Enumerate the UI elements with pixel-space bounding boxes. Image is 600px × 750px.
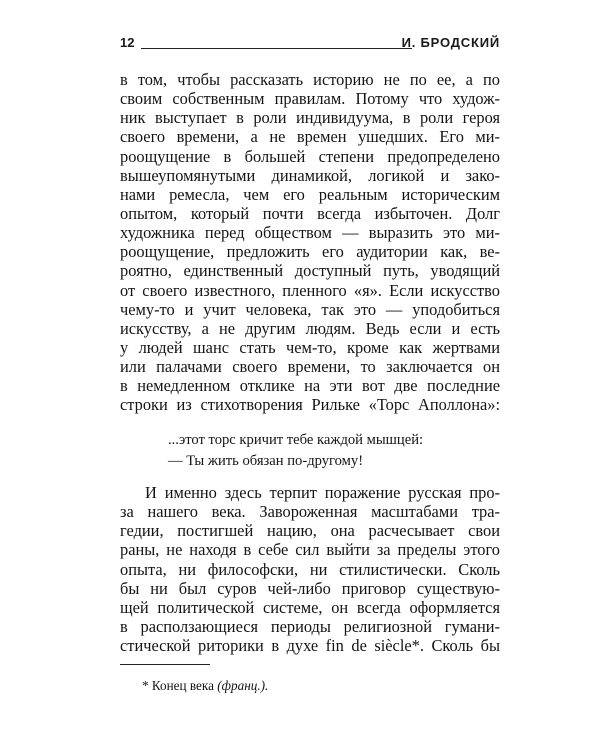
text-line: опыта, ни философски, ни стилистически. Сколь	[120, 559, 500, 579]
text-line: вышеупомянутыми динамикой, логикой и зако-	[120, 165, 500, 185]
text-line: щей политической системе, он всегда оформляется	[120, 597, 500, 617]
footnote-rule	[120, 664, 210, 665]
footnote-italic-text: (франц.).	[217, 678, 269, 693]
footnote-text: * Конец века	[142, 678, 218, 693]
text-line: стической риторики в духе fin de siècle*. Сколь бы	[120, 636, 500, 656]
text-line: строки из стихотворения Рильке «Торс Аполлона»:	[120, 395, 500, 415]
text-line: за нашего века. Завороженная масштабами тра-	[120, 502, 500, 522]
text-line: чему-то и учит человека, так это — уподобиться	[120, 299, 500, 319]
text-line: роощущение в большей степени предопределено	[120, 146, 500, 166]
running-title: И. БРОДСКИЙ	[401, 35, 500, 50]
text-line: бы ни был суров чей-либо приговор существую-	[120, 578, 500, 598]
page-number: 12	[120, 35, 135, 50]
text-line: своим собственным правилам. Потому что худож-	[120, 89, 500, 109]
text-line: роощущение, предложить его аудитории как, ве-	[120, 242, 500, 262]
text-line: от своего известного, пленного «я». Если искусство	[120, 280, 500, 300]
text-line: или палачами своего времени, то заключается он	[120, 357, 500, 377]
text-line: нами ремесла, чем его реальным историческим	[120, 184, 500, 204]
text-line: в том, чтобы рассказать историю не по ее, а по	[120, 70, 500, 89]
text-line: в расползающиеся периоды религиозной гумани-	[120, 616, 500, 636]
verse-quote	[168, 430, 488, 472]
paragraph-2	[120, 483, 500, 655]
paragraph-1	[120, 70, 500, 415]
text-line: искусству, а не другим людям. Ведь если и есть	[120, 318, 500, 338]
text-line: у людей шанс стать чем-то, кроме как жертвами	[120, 337, 500, 357]
text-line: гедии, постигшей нацию, она расчесывает свои	[120, 521, 500, 541]
verse-line: — Ты жить обязан по-другому!	[168, 453, 364, 469]
text-line: ник выступает в роли индивидуума, в роли героя	[120, 108, 500, 128]
header-rule	[141, 48, 412, 49]
text-line: роятно, единственный доступный путь, уводящий	[120, 261, 500, 281]
text-line: раны, не находя в себе сил выйти за пределы этого	[120, 540, 500, 560]
text-line: опытом, который почти всегда избыточен. Долг	[120, 203, 500, 223]
text-line: своего времени, а не времен ушедших. Его ми-	[120, 127, 500, 147]
verse-line: ...этот торс кричит тебе каждой мышцей:	[168, 432, 424, 448]
footnote	[142, 677, 268, 695]
text-line: И именно здесь терпит поражение русская про-	[145, 483, 500, 502]
text-line: в немедленном отклике на эти вот две последние	[120, 376, 500, 396]
text-line: художника перед обществом — выразить это ми-	[120, 223, 500, 243]
